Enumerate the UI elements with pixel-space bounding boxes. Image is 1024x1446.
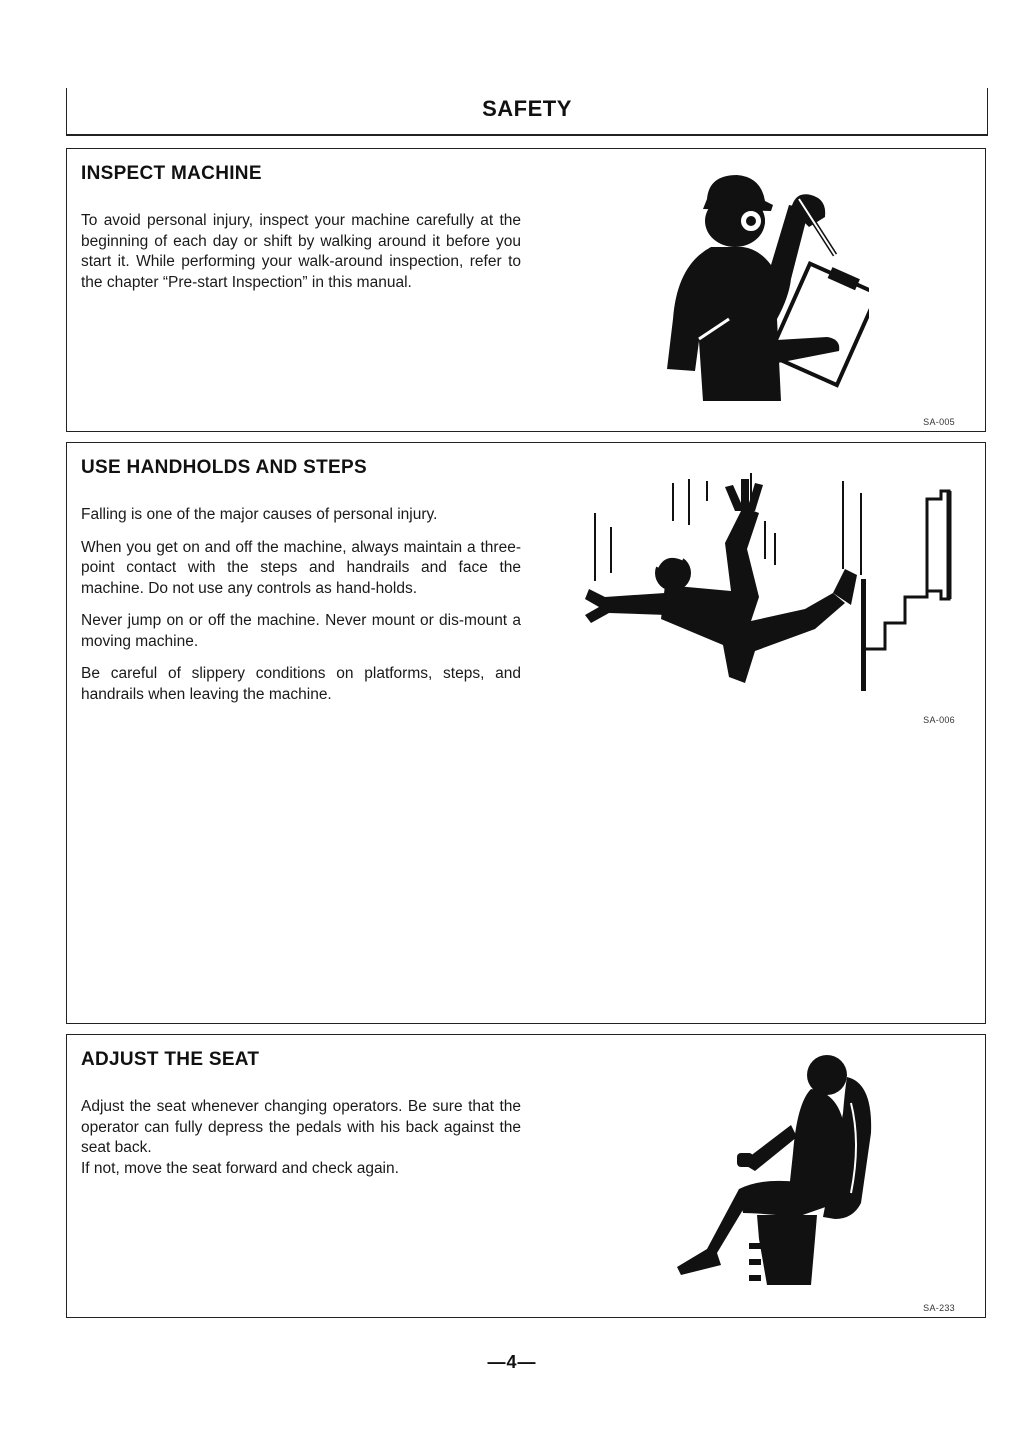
section-title: ADJUST THE SEAT bbox=[81, 1049, 260, 1070]
person-falling-from-steps-icon bbox=[575, 469, 967, 695]
section-body bbox=[81, 505, 521, 705]
section-body bbox=[81, 1097, 521, 1179]
paragraph: If not, move the seat forward and check again. bbox=[81, 1159, 399, 1177]
section-use-handholds-and-steps bbox=[66, 442, 986, 1024]
figure-code: SA-006 bbox=[923, 715, 955, 725]
figure-code: SA-005 bbox=[923, 417, 955, 427]
paragraph: Be careful of slippery conditions on platforms, steps, and handrails when leaving the machine. bbox=[81, 665, 521, 703]
section-adjust-the-seat bbox=[66, 1034, 986, 1318]
operator-in-seat-icon bbox=[647, 1053, 879, 1289]
page-title: SAFETY bbox=[482, 96, 572, 121]
paragraph: When you get on and off the machine, always maintain a three-point contact with the steps and handrails and face the machine. Do not use any controls as hand-holds. bbox=[81, 538, 521, 597]
page-header bbox=[66, 88, 988, 136]
section-inspect-machine bbox=[66, 148, 986, 432]
paragraph: Falling is one of the major causes of personal injury. bbox=[81, 506, 438, 523]
worker-inspecting-clipboard-icon bbox=[659, 169, 869, 401]
section-title: INSPECT MACHINE bbox=[81, 163, 262, 184]
page-number: —4— bbox=[487, 1352, 537, 1372]
paragraph: Adjust the seat whenever changing operators. Be sure that the operator can fully depress the pedals with his back against the seat back. bbox=[81, 1098, 521, 1156]
section-title: USE HANDHOLDS AND STEPS bbox=[81, 457, 367, 478]
section-body bbox=[81, 211, 521, 293]
figure-code: SA-233 bbox=[923, 1303, 955, 1313]
paragraph: Never jump on or off the machine. Never mount or dis-mount a moving machine. bbox=[81, 612, 521, 650]
paragraph: To avoid personal injury, inspect your machine carefully at the beginning of each day or shift by walking around it before you start it. While performing your walk-around inspection, refer to the chapter “Pre-start Inspection” in this manual. bbox=[81, 212, 521, 291]
